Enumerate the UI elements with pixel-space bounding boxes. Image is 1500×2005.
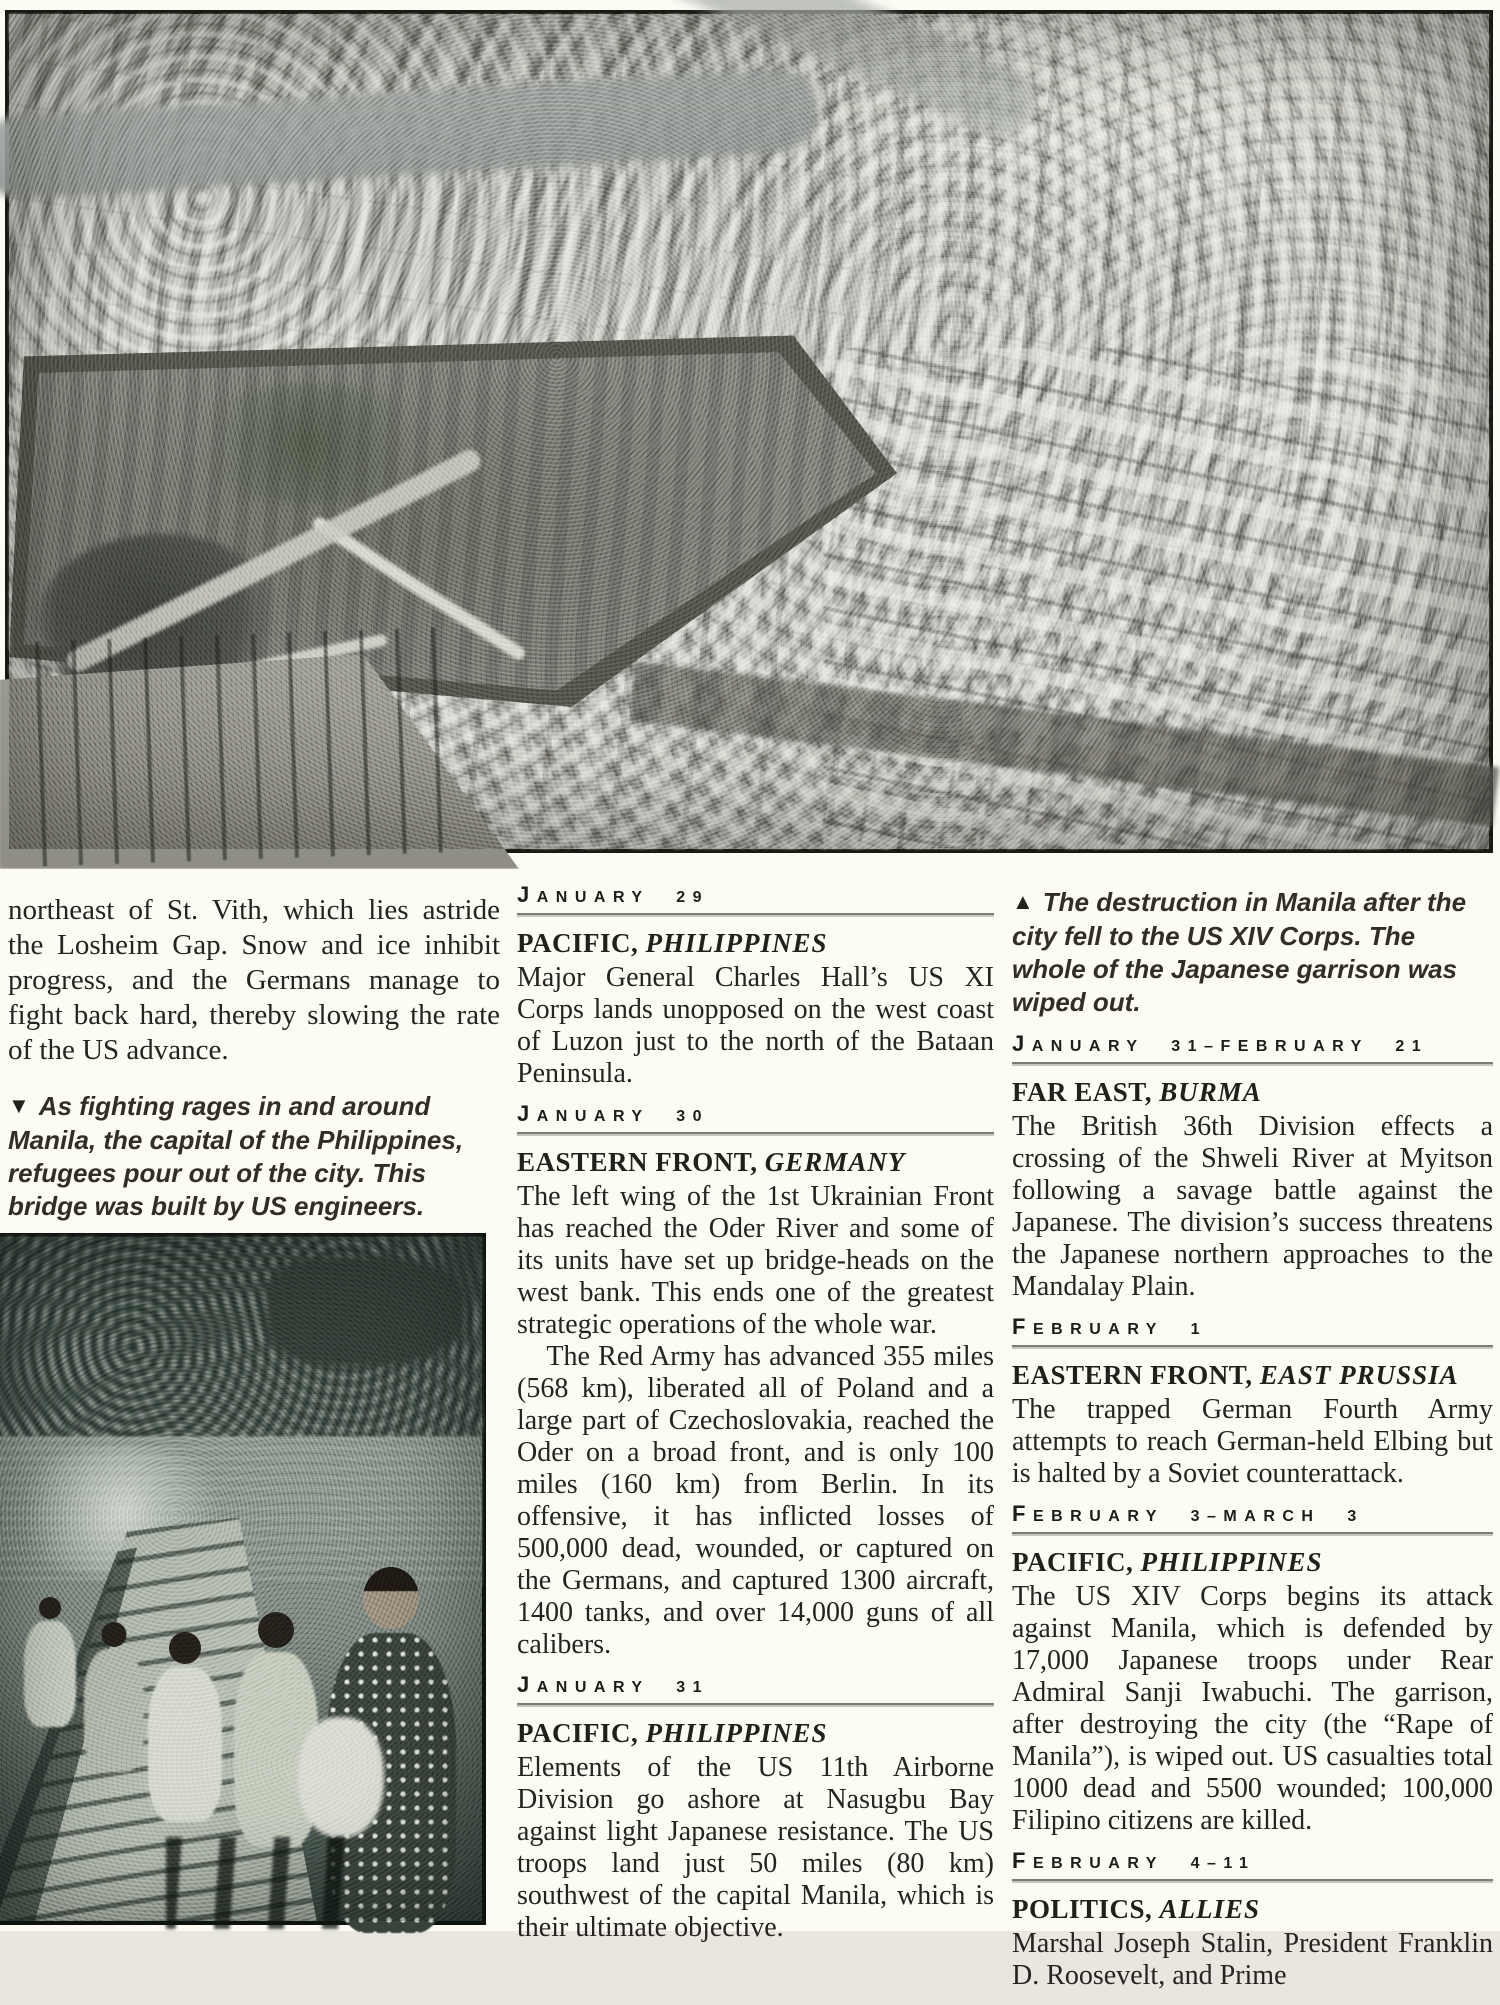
date-heading: FEBRUARY 4–11	[1012, 1848, 1256, 1873]
region-label: PHILIPPINES	[645, 1718, 828, 1748]
entry-january-31-february-21	[1012, 1033, 1493, 1303]
date-rule	[1012, 1062, 1493, 1066]
region-label: PHILIPPINES	[1140, 1547, 1323, 1577]
entry-paragraph: Marshal Joseph Stalin, President Franklin D. Roosevelt, and Prime	[1012, 1928, 1493, 1991]
region-label: EAST PRUSSIA	[1259, 1360, 1459, 1390]
caption-text: As fighting rages in and around Manila, the capital of the Philippines, refugees pour out of the city. This bridge was built by US engineers.	[8, 1091, 464, 1221]
theater-label: PACIFIC,	[517, 1718, 639, 1748]
right-column	[1012, 886, 1493, 2005]
entry-paragraph: Elements of the US 11th Airborne Division go ashore at Nasugbu Bay against light Japanese resistance. The US troops land just 50 miles (80 km) southwest of the capital Manila, which is their ultimate objective.	[517, 1752, 994, 1943]
entry-label	[1012, 1547, 1493, 1578]
middle-column	[517, 884, 994, 1957]
theater-label: FAR EAST,	[1012, 1077, 1153, 1107]
manila-aerial-destruction-photo	[5, 10, 1493, 853]
bridge-photo-caption	[8, 1090, 500, 1223]
entry-label	[1012, 1894, 1493, 1925]
entry-paragraph: Major General Charles Hall’s US XI Corps lands unopposed on the west coast of Luzon just to the north of the Bataan Peninsula.	[517, 962, 994, 1089]
up-triangle-icon: ▲	[1012, 889, 1034, 914]
region-label: PHILIPPINES	[645, 928, 828, 958]
entry-paragraph: The US XIV Corps begins its attack against Manila, which is defended by 17,000 Japanese troops under Rear Admiral Sanji Iwabuchi. The garrison, after destroying the city (the “Rape of Manila”), is wiped out. US casualties total 1000 dead and 5500 wounded; 100,000 Filipino citizens are killed.	[1012, 1581, 1493, 1836]
entry-paragraph: The British 36th Division effects a crossing of the Shweli River at Myitson following a savage battle against the Japanese. The division’s success threatens the Japanese northern approaches to the Mandalay Plain.	[1012, 1111, 1493, 1302]
entry-paragraph: The trapped German Fourth Army attempts to reach German-held Elbing but is halted by a Soviet counterattack.	[1012, 1394, 1493, 1489]
refugees-crossing-bridge-photo	[0, 1233, 486, 1925]
entry-february-4-11	[1012, 1850, 1493, 1992]
entry-january-29	[517, 884, 994, 1090]
entry-label	[1012, 1077, 1493, 1108]
entry-february-1	[1012, 1316, 1493, 1490]
entry-january-31	[517, 1674, 994, 1944]
continuation-paragraph: northeast of St. Vith, which lies astride the Losheim Gap. Snow and ice inhibit progress, and the Germans manage to fight back hard, thereby slowing the rate of the US advance.	[8, 894, 500, 1066]
region-label: GERMANY	[764, 1147, 906, 1177]
theater-label: EASTERN FRONT,	[1012, 1360, 1253, 1390]
entry-january-30	[517, 1103, 994, 1661]
entry-label	[517, 1718, 994, 1749]
entry-paragraph: The Red Army has advanced 355 miles (568 km), liberated all of Poland and a large part of Czechoslovakia, reached the Oder on a broad front, and is only 100 miles (160 km) from Berlin. In its offensive, it has inflicted losses of 500,000 dead, wounded, or captured on the Germans, and captured 1300 aircraft, 1400 tanks, and over 14,000 guns of all calibers.	[517, 1341, 994, 1660]
date-heading: JANUARY 29	[517, 882, 710, 907]
date-heading: FEBRUARY 1	[1012, 1314, 1208, 1339]
entry-label	[1012, 1360, 1493, 1391]
entry-label	[517, 1147, 994, 1178]
caption-text: The destruction in Manila after the city fell to the US XIV Corps. The whole of the Japanese garrison was wiped out.	[1012, 887, 1467, 1017]
date-heading: JANUARY 30	[517, 1101, 710, 1126]
date-heading: FEBRUARY 3–MARCH 3	[1012, 1501, 1364, 1526]
date-rule	[517, 913, 994, 917]
theater-label: EASTERN FRONT,	[517, 1147, 758, 1177]
entry-february-3-march-3	[1012, 1503, 1493, 1837]
entry-paragraph: The left wing of the 1st Ukrainian Front has reached the Oder River and some of its units have set up bridge-heads on the west bank. This ends one of the greatest strategic operations of the whole war.	[517, 1181, 994, 1340]
theater-label: POLITICS,	[1012, 1894, 1153, 1924]
down-triangle-icon: ▼	[8, 1093, 30, 1118]
region-label: ALLIES	[1159, 1894, 1261, 1924]
theater-label: PACIFIC,	[517, 928, 639, 958]
theater-label: PACIFIC,	[1012, 1547, 1134, 1577]
date-heading: JANUARY 31	[517, 1672, 710, 1697]
date-heading: JANUARY 31–FEBRUARY 21	[1012, 1031, 1429, 1056]
date-rule	[517, 1703, 994, 1707]
film-grain	[9, 14, 1489, 849]
date-rule	[517, 1132, 994, 1136]
region-label: BURMA	[1159, 1077, 1262, 1107]
date-rule	[1012, 1532, 1493, 1536]
left-column	[8, 893, 500, 1223]
aerial-photo-caption	[1012, 886, 1493, 1019]
film-grain	[0, 1237, 482, 1921]
date-rule	[1012, 1345, 1493, 1349]
date-rule	[1012, 1879, 1493, 1883]
entry-label	[517, 928, 994, 959]
